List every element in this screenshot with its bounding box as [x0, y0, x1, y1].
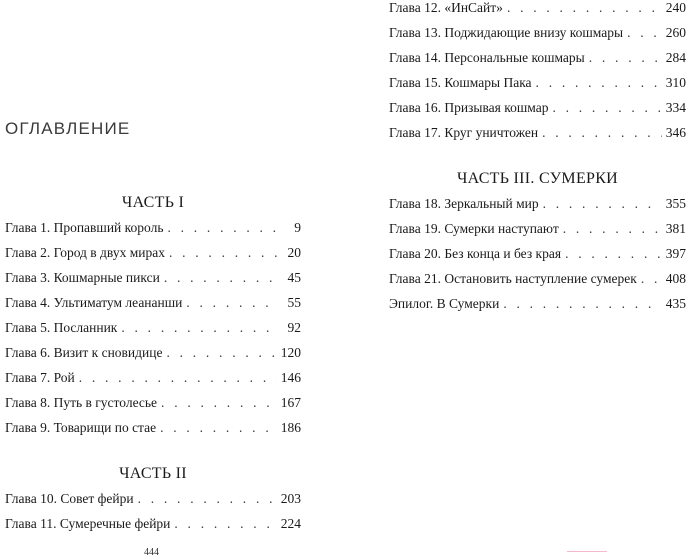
entry-title: Глава 2. Город в двух мирах — [5, 245, 165, 260]
toc-entry — [389, 50, 686, 70]
entry-title: Глава 17. Круг уничтожен — [389, 125, 539, 140]
entry-page-number: 240 — [665, 0, 686, 15]
toc-title: ОГЛАВЛЕНИЕ — [5, 119, 131, 138]
entry-title: Глава 3. Кошмарные пикси — [5, 270, 160, 285]
dot-leader — [552, 100, 661, 116]
entry-title: Глава 6. Визит к сновидице — [5, 345, 163, 360]
entry-page-number: 397 — [665, 246, 686, 261]
dot-leader — [161, 395, 277, 411]
entry-page-number: 284 — [665, 50, 686, 65]
entry-title: Глава 16. Призывая кошмар — [389, 100, 549, 115]
entry-title: Глава 13. Поджидающие внизу кошмары — [389, 25, 624, 40]
entry-title: Глава 10. Совет фейри — [5, 491, 134, 506]
dot-leader — [166, 345, 276, 361]
entry-page-number: 45 — [287, 270, 301, 285]
toc-entry — [389, 296, 686, 316]
dot-leader — [121, 320, 279, 336]
dot-leader — [160, 420, 277, 436]
entry-page-number: 20 — [287, 245, 301, 260]
entry-title: Глава 8. Путь в густолесье — [5, 395, 158, 410]
decorative-mark — [567, 551, 607, 552]
dot-leader — [79, 370, 277, 386]
toc-entry — [389, 75, 686, 95]
toc-entry — [5, 420, 301, 440]
entry-page-number: 408 — [665, 271, 686, 286]
toc-entry — [389, 100, 686, 120]
entry-title: Глава 15. Кошмары Пака — [389, 75, 532, 90]
entry-page-number: 167 — [280, 395, 301, 410]
dot-leader — [167, 220, 279, 236]
toc-entry — [5, 491, 301, 511]
part-3-heading: ЧАСТЬ III. СУМЕРКИ — [456, 170, 619, 187]
entry-page-number: 435 — [665, 296, 686, 311]
part-2-heading: ЧАСТЬ II — [119, 465, 187, 482]
toc-entry — [389, 271, 686, 291]
entry-title: Глава 21. Остановить наступление сумерек — [389, 271, 637, 286]
toc-entry — [5, 220, 301, 240]
toc-entry — [389, 246, 686, 266]
entry-title: Глава 18. Зеркальный мир — [389, 196, 539, 211]
entry-title: Глава 9. Товарищи по стае — [5, 420, 157, 435]
dot-leader — [563, 221, 662, 237]
toc-entry — [5, 270, 301, 290]
entry-page-number: 92 — [287, 320, 301, 335]
dot-leader — [565, 246, 662, 262]
toc-entry — [389, 0, 686, 20]
dot-leader — [503, 296, 661, 312]
dot-leader — [169, 245, 279, 261]
toc-entry — [389, 221, 686, 241]
dot-leader — [589, 50, 662, 66]
dot-leader — [536, 75, 662, 91]
toc-entry — [389, 25, 686, 45]
entry-page-number: 186 — [280, 420, 301, 435]
entry-title: Эпилог. В Сумерки — [389, 296, 500, 311]
entry-page-number: 146 — [280, 370, 301, 385]
toc-entry — [5, 345, 301, 365]
toc-entry — [5, 320, 301, 340]
dot-leader — [627, 25, 662, 41]
toc-entry — [389, 196, 686, 216]
entry-page-number: 55 — [287, 295, 301, 310]
entry-title: Глава 20. Без конца и без края — [389, 246, 562, 261]
entry-page-number: 260 — [665, 25, 686, 40]
dot-leader — [542, 125, 662, 141]
toc-entry — [5, 395, 301, 415]
toc-entry — [5, 295, 301, 315]
entry-page-number: 203 — [280, 491, 301, 506]
entry-page-number: 334 — [665, 100, 686, 115]
part-1-heading: ЧАСТЬ I — [121, 194, 185, 211]
entry-title: Глава 7. Рой — [5, 370, 75, 385]
entry-title: Глава 19. Сумерки наступают — [389, 221, 559, 236]
dot-leader — [138, 491, 277, 507]
dot-leader — [641, 271, 662, 287]
entry-page-number: 224 — [280, 516, 301, 531]
toc-entry — [389, 125, 686, 145]
entry-page-number: 381 — [665, 221, 686, 236]
dot-leader — [164, 270, 279, 286]
entry-page-number: 346 — [665, 125, 686, 140]
entry-page-number: 310 — [665, 75, 686, 90]
entry-title: Глава 1. Пропавший король — [5, 220, 164, 235]
dot-leader — [507, 0, 662, 16]
dot-leader — [174, 516, 276, 532]
page-number: 444 — [144, 547, 159, 558]
entry-title: Глава 11. Сумеречные фейри — [5, 516, 171, 531]
dot-leader — [543, 196, 662, 212]
entry-title: Глава 5. Посланник — [5, 320, 118, 335]
entry-title: Глава 14. Персональные кошмары — [389, 50, 585, 65]
toc-entry — [5, 370, 301, 390]
entry-page-number: 120 — [280, 345, 301, 360]
toc-entry — [5, 245, 301, 265]
entry-title: Глава 12. «ИнСайт» — [389, 0, 503, 15]
dot-leader — [186, 295, 279, 311]
toc-entry — [5, 516, 301, 536]
entry-page-number: 355 — [665, 196, 686, 211]
entry-title: Глава 4. Ультиматум леананши — [5, 295, 183, 310]
entry-page-number: 9 — [294, 220, 301, 235]
